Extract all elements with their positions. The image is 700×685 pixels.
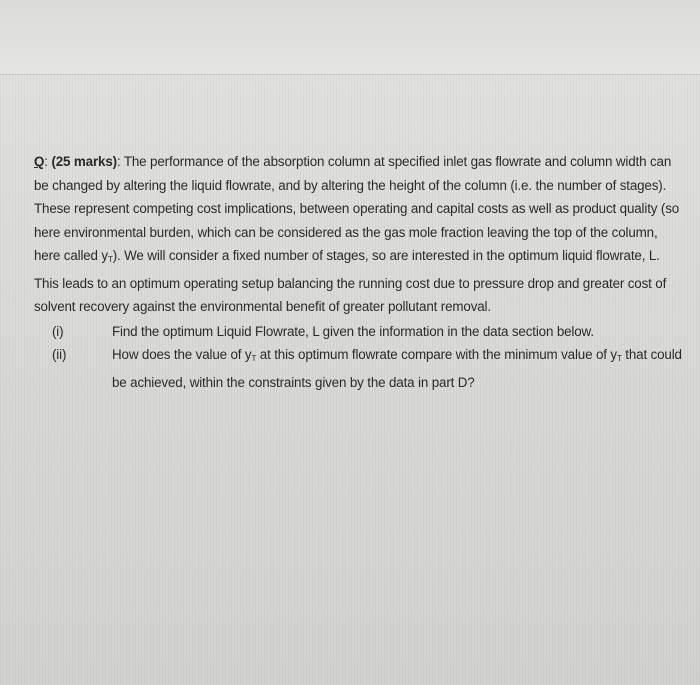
intro-text-part1: The performance of the absorption column at specified inlet gas flowrate and column width can be changed by altering the liquid flowrate, and by altering the height of the column (i.e. the number of stages). These represent competing cost implications, between operating and capital costs as well as product quality (so here environmental burden, which can be considered as the gas mole fraction leaving the top of the column, here called y	[34, 154, 680, 263]
question-block	[34, 150, 684, 394]
question-intro	[34, 150, 684, 319]
sub-question-number: (i)	[52, 323, 64, 339]
sub-question-text-b: at this optimum flowrate compare with the minimum value of y	[256, 347, 617, 362]
sub-question-subscript-a: T	[251, 354, 257, 363]
sub-question-text-c: that could be achieved, within the constraints given by the data in part D?	[112, 347, 682, 390]
sub-question-ii	[34, 343, 684, 394]
question-separator: :	[44, 154, 48, 169]
marks-colon: :	[116, 154, 121, 169]
sub-question-text	[112, 343, 684, 394]
sub-question-list	[34, 320, 684, 395]
intro-subscript: T	[107, 255, 113, 264]
question-label: Q	[34, 154, 45, 169]
top-margin-band	[0, 0, 700, 75]
sub-question-text-a: How does the value of y	[112, 347, 252, 362]
sub-question-text	[112, 320, 684, 344]
sub-question-text-a: Find the optimum Liquid Flowrate, L given the information in the data section below.	[112, 323, 594, 339]
sub-question-number: (ii)	[52, 347, 67, 362]
sub-question-i	[34, 320, 684, 344]
intro-text-part2: ). We will consider a fixed number of stages, so are interested in the optimum liquid flowrate, L. This leads to an optimum operating setup balancing the running cost due to pressure drop and greater cost of solvent recovery against the environmental benefit of greater pollutant removal.	[34, 248, 667, 314]
sub-question-subscript-b: T	[616, 354, 622, 363]
question-marks: (25 marks)	[51, 154, 117, 169]
